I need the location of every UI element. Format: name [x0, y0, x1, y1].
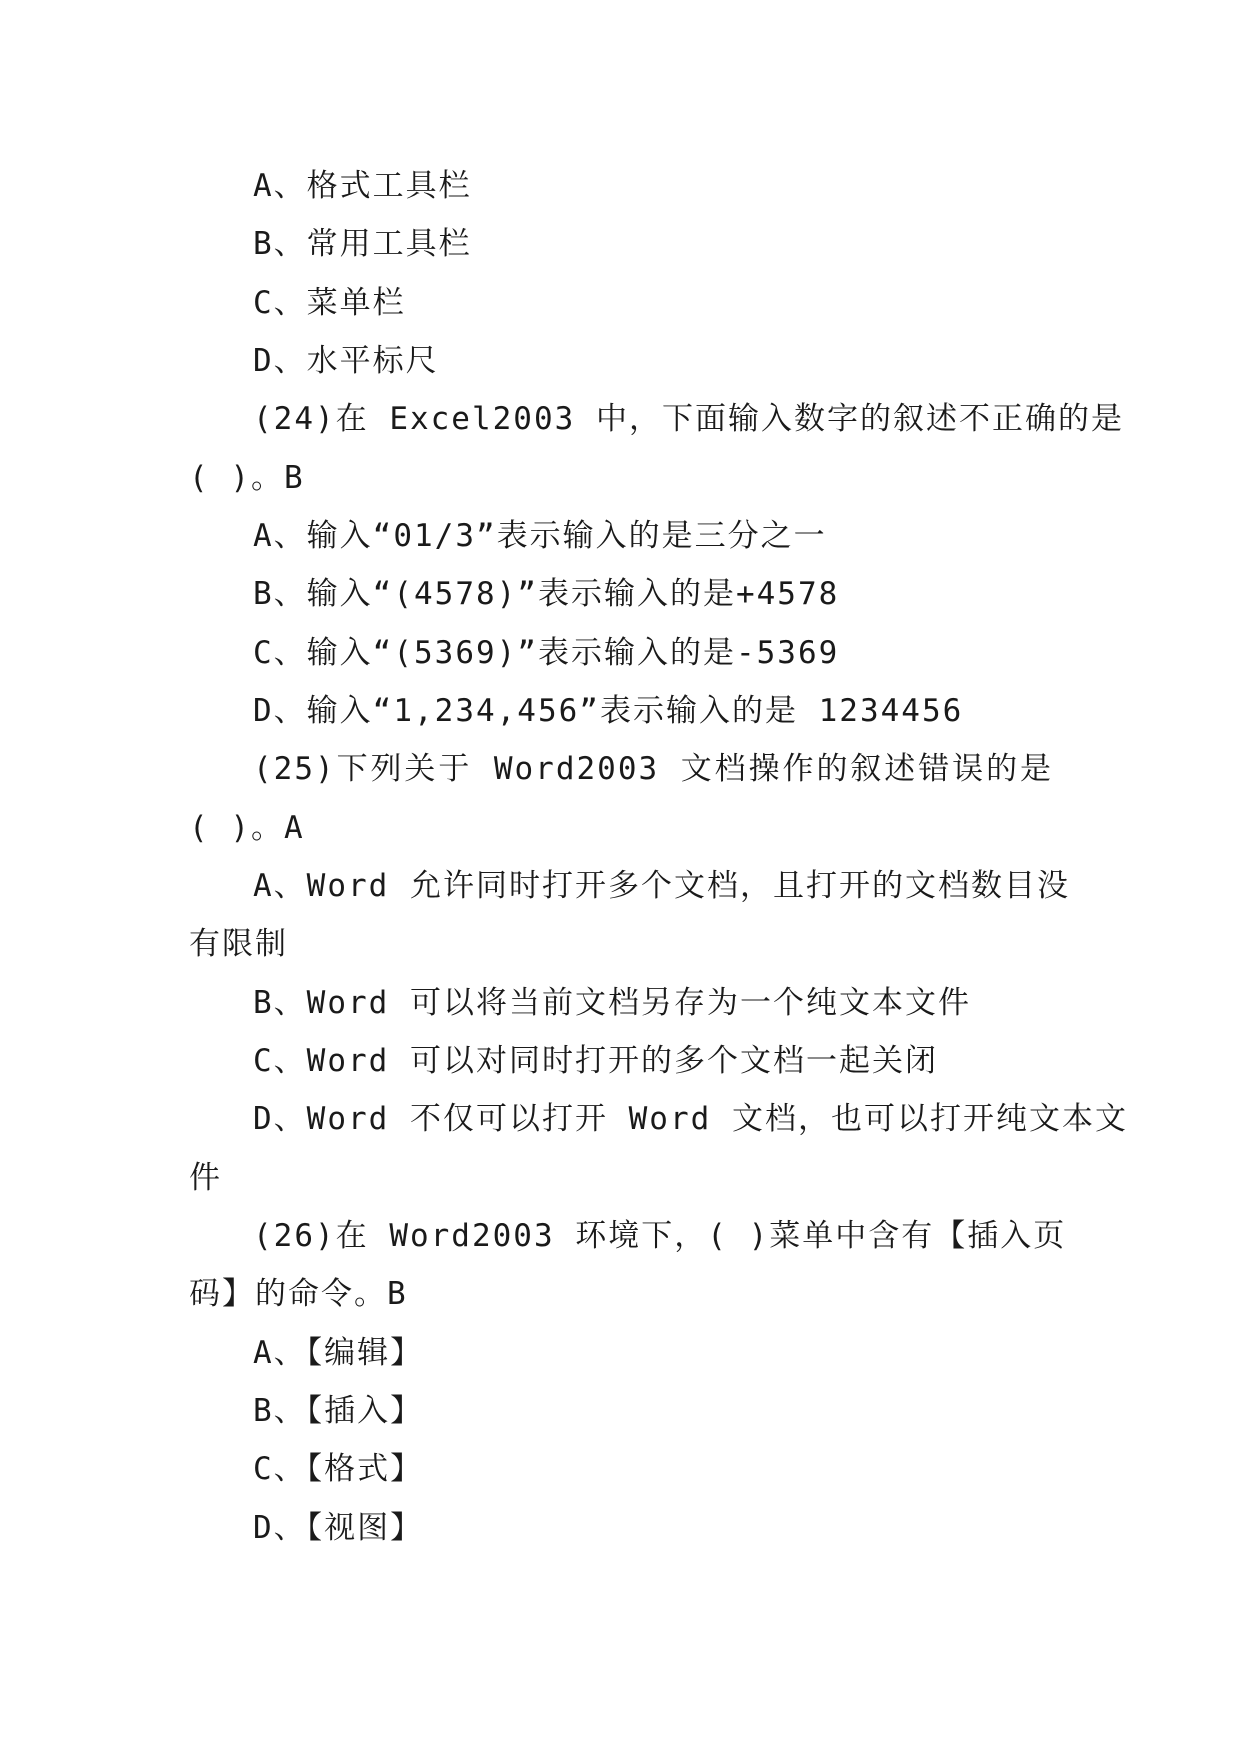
q26-option-a: A、【编辑】	[253, 1335, 424, 1371]
q23-option-c: C、菜单栏	[253, 285, 406, 321]
q24-option-b: B、输入“(4578)”表示输入的是+4578	[253, 576, 840, 612]
q24-stem: (24)在 Excel2003 中，下面输入数字的叙述不正确的是	[253, 401, 1124, 437]
q25-option-a-continued: 有限制	[189, 926, 288, 962]
q23-option-a: A、格式工具栏	[253, 168, 472, 204]
q24-option-d: D、输入“1,234,456”表示输入的是 1234456	[253, 693, 964, 729]
q25-option-d-continued: 件	[189, 1160, 222, 1196]
q26-option-b: B、【插入】	[253, 1393, 424, 1429]
q25-option-a: A、Word 允许同时打开多个文档，且打开的文档数目没	[253, 868, 1070, 904]
q25-option-b: B、Word 可以将当前文档另存为一个纯文本文件	[253, 985, 971, 1021]
q25-option-c: C、Word 可以对同时打开的多个文档一起关闭	[253, 1043, 938, 1079]
q24-answer: ( )。B	[189, 460, 305, 496]
q25-option-d: D、Word 不仅可以打开 Word 文档，也可以打开纯文本文	[253, 1101, 1128, 1137]
q26-stem-continued: 码】的命令。B	[189, 1276, 408, 1312]
q23-option-b: B、常用工具栏	[253, 226, 472, 262]
q24-option-c: C、输入“(5369)”表示输入的是-5369	[253, 635, 840, 671]
q26-option-c: C、【格式】	[253, 1451, 424, 1487]
q25-answer: ( )。A	[189, 810, 305, 846]
q25-stem: (25)下列关于 Word2003 文档操作的叙述错误的是	[253, 751, 1053, 787]
q23-option-d: D、水平标尺	[253, 343, 439, 379]
q24-option-a: A、输入“01/3”表示输入的是三分之一	[253, 518, 827, 554]
q26-option-d: D、【视图】	[253, 1510, 424, 1546]
q26-stem: (26)在 Word2003 环境下，( )菜单中含有【插入页	[253, 1218, 1067, 1254]
